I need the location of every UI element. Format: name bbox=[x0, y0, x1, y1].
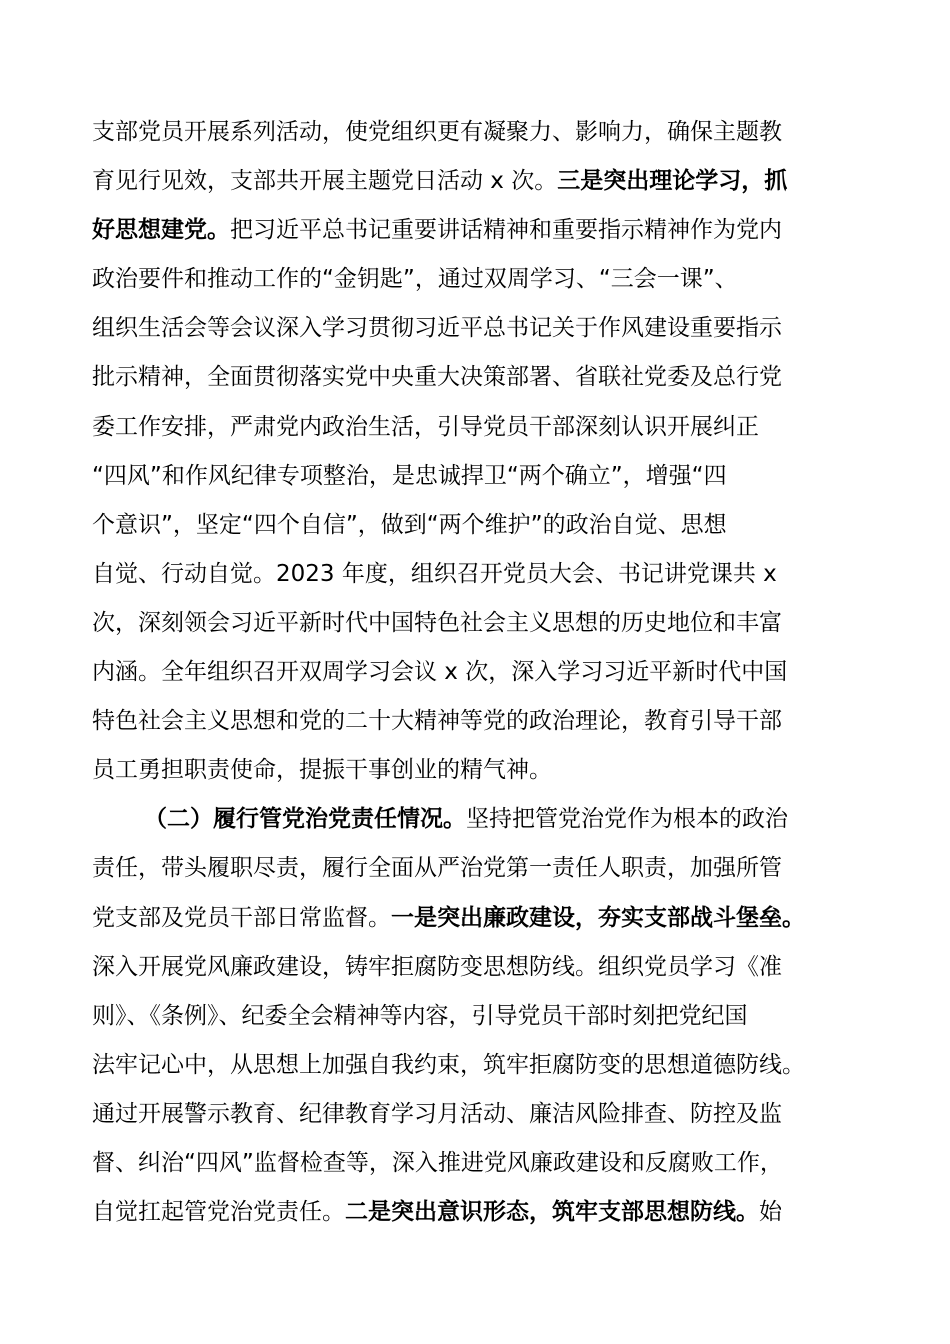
text-line bbox=[92, 1139, 862, 1188]
body-text-segment: 督、纠治“四风”监督检查等，深入推进党风廉政建设和反腐败工作， bbox=[92, 1149, 783, 1176]
bold-heading-text: 好思想建党。 bbox=[92, 217, 230, 244]
text-line bbox=[92, 1090, 862, 1139]
text-line bbox=[92, 894, 862, 943]
bold-heading-text: 三是突出理论学习，抓 bbox=[557, 168, 788, 195]
text-line bbox=[92, 108, 862, 157]
text-line bbox=[92, 795, 862, 844]
text-line bbox=[92, 746, 862, 795]
bold-heading-text: 一是突出廉政建设，夯实支部战斗堡垒。 bbox=[391, 904, 805, 931]
body-text-segment: 始 bbox=[759, 1199, 782, 1226]
bold-heading-text: （二）履行管党治党责任情况。 bbox=[144, 806, 466, 833]
body-text-segment: 责任，带头履职尽责，履行全面从严治党第一责任人职责，加强所管 bbox=[92, 855, 782, 882]
text-line bbox=[92, 255, 862, 304]
text-line bbox=[92, 648, 862, 697]
body-text-segment: 通过开展警示教育、纪律教育学习月活动、廉洁风险排查、防控及监 bbox=[92, 1100, 782, 1127]
body-text-segment: 则》、《条例》、纪委全会精神等内容，引导党员干部时刻把党纪国 bbox=[92, 1002, 748, 1029]
bold-heading-text: 二是突出意识形态，筑牢支部思想防线。 bbox=[345, 1199, 759, 1226]
body-text-segment: “四风”和作风纪律专项整治，是忠诚捍卫“两个确立”，增强“四 bbox=[92, 462, 727, 489]
body-text-segment: 内涵。全年组织召开双周学习会议 x 次，深入学习习近平新时代中国 bbox=[92, 659, 788, 686]
text-line bbox=[92, 1041, 862, 1090]
body-text-segment: 个意识”，坚定“四个自信”，做到“两个维护”的政治自觉、思想 bbox=[92, 511, 727, 538]
body-text-segment: 法牢记心中，从思想上加强自我约束，筑牢拒腐防变的思想道德防线。 bbox=[92, 1051, 805, 1078]
body-text-segment: 员工勇担职责使命，提振干事创业的精气神。 bbox=[92, 757, 552, 784]
body-text-segment: 育见行见效，支部共开展主题党日活动 x 次。 bbox=[92, 168, 558, 195]
body-text-segment: 把习近平总书记重要讲话精神和重要指示精神作为党内 bbox=[230, 217, 782, 244]
body-text-segment: 委工作安排，严肃党内政治生活，引导党员干部深刻认识开展纠正 bbox=[92, 413, 759, 440]
body-text-segment: 坚持把管党治党作为根本的政治 bbox=[466, 806, 788, 833]
text-line bbox=[92, 1188, 862, 1237]
text-line bbox=[92, 599, 862, 648]
body-text-segment: 特色社会主义思想和党的二十大精神等党的政治理论，教育引导干部 bbox=[92, 708, 782, 735]
text-line bbox=[92, 550, 862, 599]
text-line bbox=[92, 844, 862, 893]
body-text-segment: 批示精神，全面贯彻落实党中央重大决策部署、省联社党委及总行党 bbox=[92, 364, 782, 391]
text-line bbox=[92, 206, 862, 255]
text-line bbox=[92, 157, 862, 206]
text-line bbox=[92, 304, 862, 353]
body-text-segment: 组织生活会等会议深入学习贯彻习近平总书记关于作风建设重要指示 bbox=[92, 315, 782, 342]
body-text-segment: 支部党员开展系列活动，使党组织更有凝聚力、影响力，确保主题教 bbox=[92, 119, 782, 145]
text-line bbox=[92, 697, 862, 746]
text-line bbox=[92, 501, 862, 550]
body-text-segment: 深入开展党风廉政建设，铸牢拒腐防变思想防线。组织党员学习《准 bbox=[92, 953, 782, 980]
body-text-segment: 自觉、行动自觉。2023 年度，组织召开党员大会、书记讲党课共 x bbox=[92, 560, 777, 587]
body-text-segment: 党支部及党员干部日常监督。 bbox=[92, 904, 391, 931]
text-line bbox=[92, 403, 862, 452]
text-line bbox=[92, 943, 862, 992]
text-line bbox=[92, 353, 862, 402]
body-text bbox=[92, 108, 862, 1237]
text-line bbox=[92, 992, 862, 1041]
body-text-segment: 政治要件和推动工作的“金钥匙”，通过双周学习、“三会一课”、 bbox=[92, 266, 738, 293]
body-text-segment: 次，深刻领会习近平新时代中国特色社会主义思想的历史地位和丰富 bbox=[92, 609, 782, 636]
text-line bbox=[92, 452, 862, 501]
body-text-segment: 自觉扛起管党治党责任。 bbox=[92, 1199, 345, 1226]
